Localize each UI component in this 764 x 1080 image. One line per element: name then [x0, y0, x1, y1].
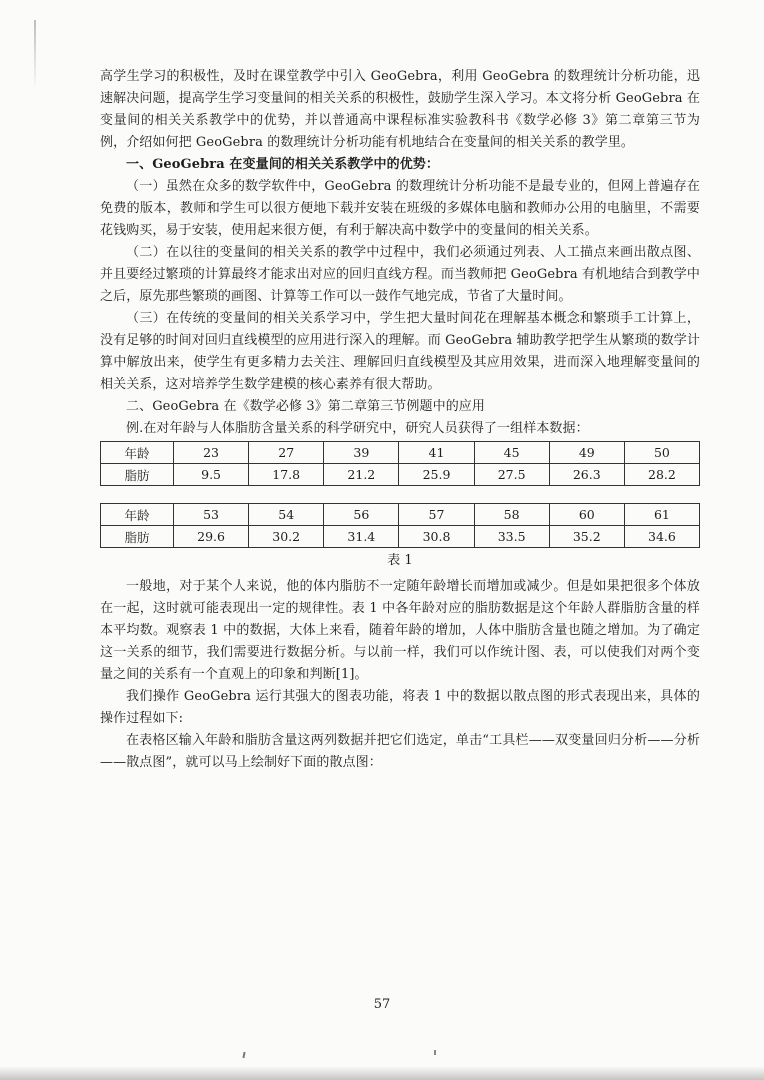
- page-number: 57: [373, 997, 391, 1012]
- row-header-age: 年龄: [101, 504, 174, 526]
- paragraph-advantage-1: （一）虽然在众多的数学软件中，GeoGebra 的数理统计分析功能不是最专业的，但网上普遍存在免费的版本，教师和学生可以很方便地下载并安装在班级的多媒体电脑和教师办公用的电脑里，不需要花钱购买，易于安装，使用起来很方便，有利于解决高中数学中的变量间的相关关系。: [100, 179, 700, 238]
- paragraph-intro: 高学生学习的积极性，及时在课堂教学中引入 GeoGebra，利用 GeoGebra 的数理统计分析功能，迅速解决问题，提高学生学习变量间的相关关系的积极性，鼓励学生深入学习。本文将分析 GeoGebra 在变量间的相关关系教学中的优势，并以普通高中课程标准实验教科书《数学必修 3》第二章第三节为例，介绍如何把 GeoGebra 的数理统计分析功能有机地结合在变量间的相关关系的教学里。: [100, 69, 700, 150]
- data-table-part-2: [100, 503, 700, 548]
- table-cell: 35.2: [549, 526, 624, 548]
- table-cell: 28.2: [624, 464, 699, 486]
- paragraph-advantage-2: （二）在以往的变量间的相关关系的教学中过程中，我们必须通过列表、人工描点来画出散点图、并且要经过繁琐的计算最终才能求出对应的回归直线方程。而当教师把 GeoGebra 有机地结合到教学中之后，原先那些繁琐的画图、计算等工作可以一鼓作气地完成，节省了大量时间。: [100, 245, 700, 304]
- row-header-fat: 脂肪: [101, 464, 174, 486]
- paragraph-steps: 在表格区输入年龄和脂肪含量这两列数据并把它们选定，单击“工具栏——双变量回归分析——分析——散点图”，就可以马上绘制好下面的散点图：: [100, 733, 700, 770]
- paragraph-advantage-3: （三）在传统的变量间的相关关系学习中，学生把大量时间花在理解基本概念和繁琐手工计算上，没有足够的时间对回归直线模型的应用进行深入的理解。而 GeoGebra 辅助教学把学生从繁琐的数学计算中解放出来，使学生有更多精力去关注、理解回归直线模型及其应用效果，进而深入地理解变量间的相关关系，这对培养学生数学建模的核心素养有很大帮助。: [100, 311, 700, 392]
- data-table-part-1: [100, 441, 700, 486]
- table-cell: 31.4: [324, 526, 399, 548]
- table-cell: 30.2: [249, 526, 324, 548]
- row-header-fat: 脂肪: [101, 526, 174, 548]
- section-heading-advantages: 一、GeoGebra 在变量间的相关关系教学中的优势：: [126, 157, 440, 172]
- table-cell: 56: [324, 504, 399, 526]
- table-cell: 33.5: [474, 526, 549, 548]
- table-cell: 57: [399, 504, 474, 526]
- table-cell: 27: [249, 442, 324, 464]
- document-page: [100, 66, 700, 774]
- paragraph-operation: 我们操作 GeoGebra 运行其强大的图表功能，将表 1 中的数据以散点图的形式表现出来，具体的操作过程如下:: [100, 689, 700, 726]
- scan-bottom-shadow: [0, 1066, 764, 1080]
- table-cell: 21.2: [324, 464, 399, 486]
- table-caption: 表 1: [387, 553, 413, 568]
- paragraph-analysis: 一般地，对于某个人来说，他的体内脂肪不一定随年龄增长而增加或减少。但是如果把很多个体放在一起，这时就可能表现出一定的规律性。表 1 中各年龄对应的脂肪数据是这个年龄人群脂肪含量的样本平均数。观察表 1 中的数据，大体上来看，随着年龄的增加，人体中脂肪含量也随之增加。为了确定这一关系的细节，我们需要进行数据分析。与以前一样，我们可以作统计图、表，可以使我们对两个变量之间的关系有一个直观上的印象和判断[1]。: [100, 579, 700, 682]
- example-statement: 例.在对年龄与人体脂肪含量关系的科学研究中，研究人员获得了一组样本数据：: [126, 421, 589, 436]
- table-cell: 54: [249, 504, 324, 526]
- table-cell: 41: [399, 442, 474, 464]
- table-row-age: [101, 442, 700, 464]
- table-cell: 9.5: [174, 464, 249, 486]
- table-cell: 53: [174, 504, 249, 526]
- table-cell: 60: [549, 504, 624, 526]
- scan-speck: [242, 1052, 245, 1058]
- table-cell: 49: [549, 442, 624, 464]
- table-cell: 17.8: [249, 464, 324, 486]
- row-header-age: 年龄: [101, 442, 174, 464]
- table-cell: 50: [624, 442, 699, 464]
- table-cell: 27.5: [474, 464, 549, 486]
- table-cell: 58: [474, 504, 549, 526]
- table-row-age: [101, 504, 700, 526]
- table-cell: 26.3: [549, 464, 624, 486]
- table-cell: 61: [624, 504, 699, 526]
- table-cell: 29.6: [174, 526, 249, 548]
- scan-speck: [434, 1050, 436, 1055]
- table-row-fat: [101, 526, 700, 548]
- table-cell: 34.6: [624, 526, 699, 548]
- table-spacer: [100, 486, 700, 502]
- table-cell: 25.9: [399, 464, 474, 486]
- section-heading-application: 二、GeoGebra 在《数学必修 3》第二章第三节例题中的应用: [126, 399, 486, 414]
- table-cell: 45: [474, 442, 549, 464]
- table-cell: 39: [324, 442, 399, 464]
- table-cell: 23: [174, 442, 249, 464]
- table-cell: 30.8: [399, 526, 474, 548]
- scan-margin-mark: [34, 20, 36, 90]
- table-row-fat: [101, 464, 700, 486]
